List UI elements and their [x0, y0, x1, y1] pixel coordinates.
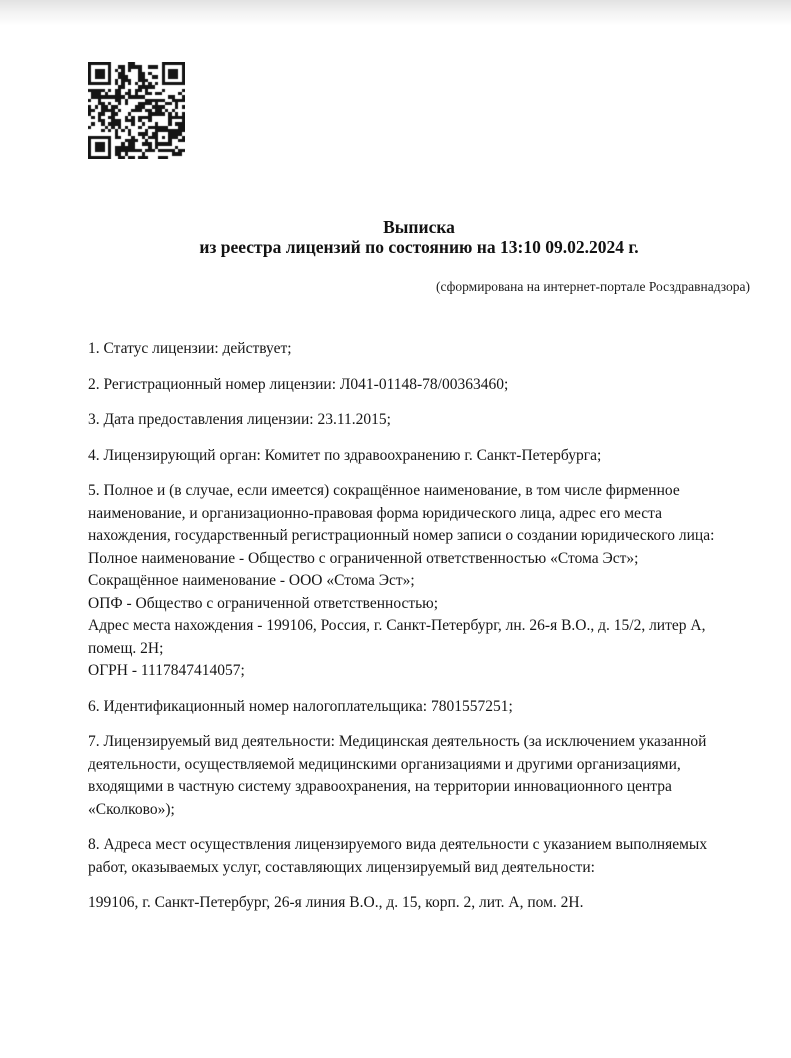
title-line-2: из реестра лицензий по состоянию на 13:10 09.02.2024 г.	[199, 237, 639, 257]
license-addresses-intro: 8. Адреса мест осуществления лицензируемого вида деятельности с указанием выполняемых работ, оказываемых услуг, составляющих лицензируемый вид деятельности:	[88, 836, 708, 876]
license-authority: 4. Лицензирующий орган: Комитет по здравоохранению г. Санкт-Петербурга;	[88, 446, 602, 464]
license-activity: 7. Лицензируемый вид деятельности: Медицинская деятельность (за исключением указанной деятельности, осуществляемой медицинскими организациями и другими организациями, входящими в частную систему здравоохранения, на территории инновационного центра «Сколково»);	[88, 733, 707, 818]
org-opf: ОПФ - Общество с ограниченной ответственностью;	[88, 594, 439, 612]
document-title	[88, 217, 750, 257]
license-reg-number: 2. Регистрационный номер лицензии: Л041-01148-78/00363460;	[88, 375, 509, 393]
org-address: Адрес места нахождения - 199106, Россия, г. Санкт-Петербург, лн. 26-я В.О., д. 15/2, литер А, помещ. 2Н;	[88, 617, 706, 657]
qr-code-icon	[88, 62, 185, 159]
license-status: 1. Статус лицензии: действует;	[88, 340, 292, 357]
title-line-1: Выписка	[383, 217, 455, 237]
formed-note: (сформирована на интернет-портале Росздравнадзора)	[435, 279, 750, 294]
license-details	[88, 338, 750, 915]
license-inn: 6. Идентификационный номер налогоплательщика: 7801557251;	[88, 697, 513, 715]
org-ogrn: ОГРН - 1117847414057;	[88, 662, 245, 679]
license-grant-date: 3. Дата предоставления лицензии: 23.11.2015;	[88, 411, 391, 428]
document-content	[88, 62, 750, 915]
license-names-intro: 5. Полное и (в случае, если имеется) сокращённое наименование, в том числе фирменное наименование, и организационно-правовая форма юридического лица, адрес его места нахождения, государственный регистрационный номер записи о создании юридического лица:	[88, 482, 715, 544]
top-shadow-gradient	[0, 0, 791, 26]
license-activity-address: 199106, г. Санкт-Петербург, 26-я линия В.О., д. 15, корп. 2, лит. А, пом. 2Н.	[88, 894, 584, 911]
org-full-name: Полное наименование - Общество с ограниченной ответственностью «Стома Эст»;	[88, 549, 639, 567]
org-short-name: Сокращённое наименование - ООО «Стома Эст»;	[88, 572, 415, 589]
